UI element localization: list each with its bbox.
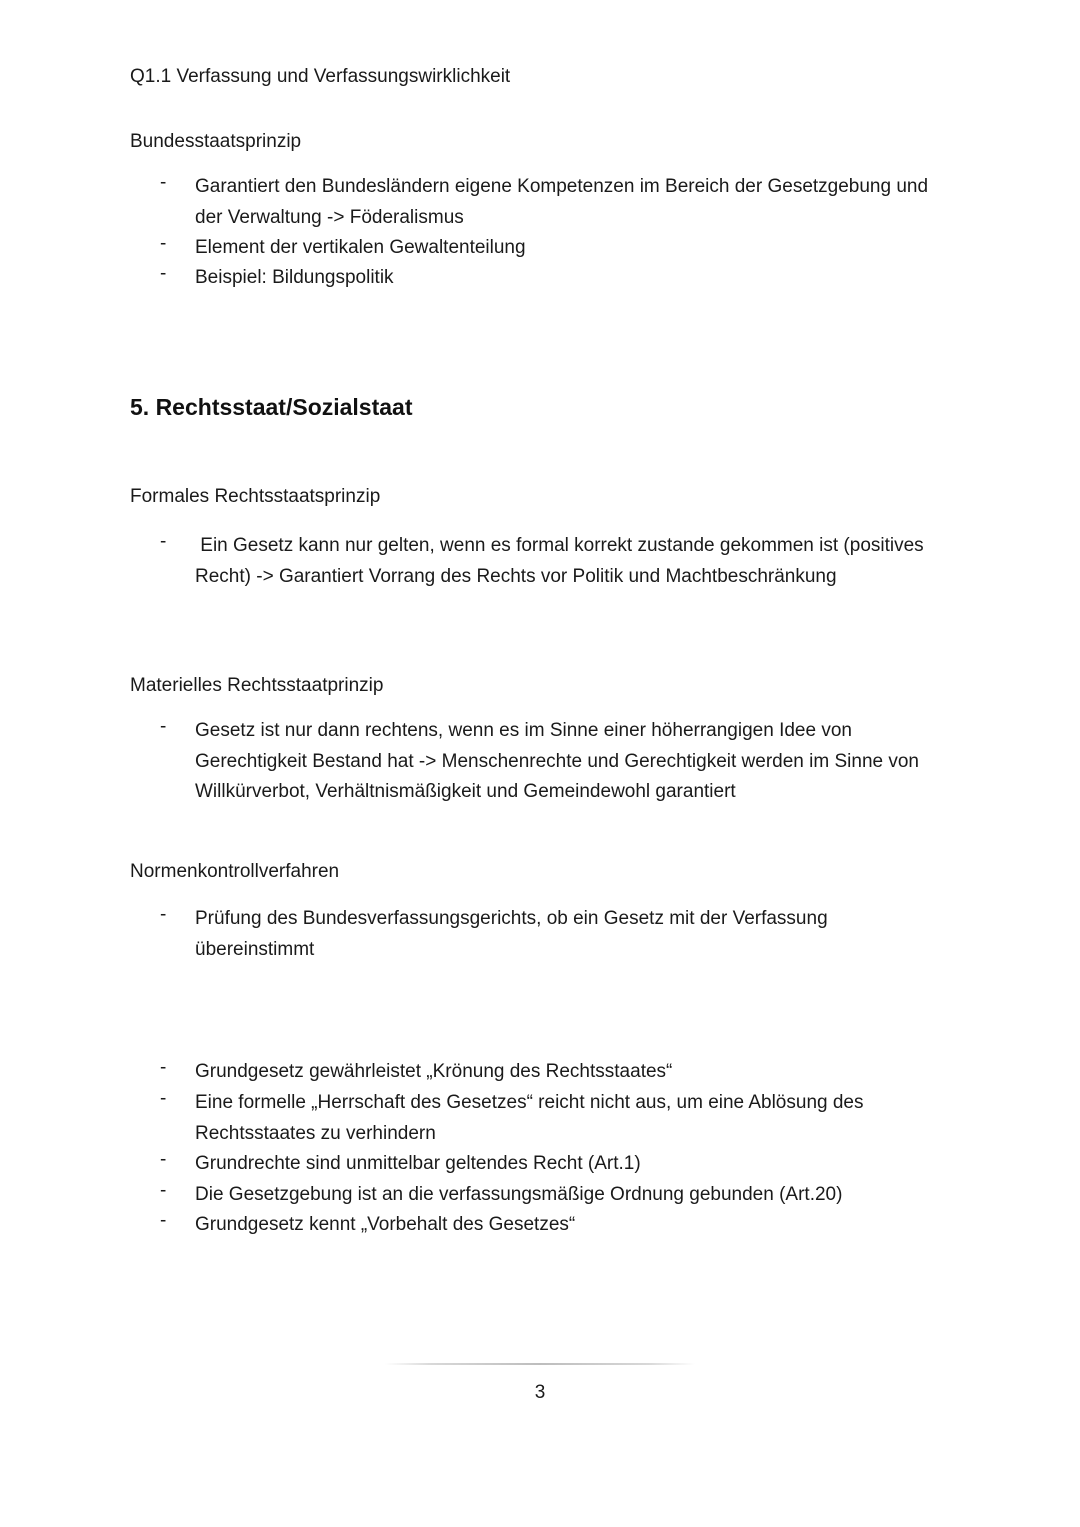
section-label-bundesstaatsprinzip: Bundesstaatsprinzip: [130, 131, 302, 152]
bullet-text: Beispiel: Bildungspolitik: [195, 267, 394, 288]
section-label-materielles-rechtsstaatprinzip: Materielles Rechtsstaatprinzip: [130, 675, 384, 696]
bullet-dash: -: [160, 904, 167, 925]
document-header-title: Q1.1 Verfassung und Verfassungswirklichkeit: [130, 66, 511, 87]
bullet-dash: -: [160, 531, 167, 552]
bullet-text: Element der vertikalen Gewaltenteilung: [195, 237, 526, 258]
footer-divider: [385, 1363, 695, 1365]
section-label-formales-rechtsstaatsprinzip: Formales Rechtsstaatsprinzip: [130, 486, 381, 507]
bullet-dash: -: [160, 716, 167, 737]
bullet-text: Grundgesetz kennt „Vorbehalt des Gesetzes“: [195, 1214, 576, 1235]
bullet-text: Eine formelle „Herrschaft des Gesetzes“ reicht nicht aus, um eine Ablösung des Rechtsstaates zu verhindern: [195, 1092, 864, 1144]
bullet-dash: -: [160, 1180, 167, 1201]
bullet-dash: -: [160, 263, 167, 284]
bullet-dash: -: [160, 1057, 167, 1078]
bullet-dash: -: [160, 1088, 167, 1109]
bullet-text: Prüfung des Bundesverfassungsgerichts, ob ein Gesetz mit der Verfassung übereinstimmt: [195, 908, 828, 960]
bullet-dash: -: [160, 1149, 167, 1170]
bullet-text: Gesetz ist nur dann rechtens, wenn es im Sinne einer höherrangigen Idee von Gerechtigkeit Bestand hat -> Menschenrechte und Gerechtigkeit werden im Sinne von Willkürverbot, Verhältnismäßigkeit und Gemeindewohl garantiert: [195, 720, 919, 802]
section-heading: 5. Rechtsstaat/Sozialstaat: [130, 394, 413, 420]
page-number: 3: [534, 1382, 546, 1403]
bullet-dash: -: [160, 233, 167, 254]
bullet-text: Grundgesetz gewährleistet „Krönung des Rechtsstaates“: [195, 1061, 673, 1082]
bullet-text: Grundrechte sind unmittelbar geltendes Recht (Art.1): [195, 1153, 641, 1174]
section-label-normenkontrollverfahren: Normenkontrollverfahren: [130, 861, 340, 882]
bullet-text: Die Gesetzgebung ist an die verfassungsmäßige Ordnung gebunden (Art.20): [195, 1184, 843, 1205]
bullet-text: Ein Gesetz kann nur gelten, wenn es formal korrekt zustande gekommen ist (positives Recht) -> Garantiert Vorrang des Rechts vor Politik und Machtbeschränkung: [195, 535, 929, 587]
bullet-text: Garantiert den Bundesländern eigene Kompetenzen im Bereich der Gesetzgebung und der Verwaltung -> Föderalismus: [195, 176, 929, 228]
bullet-dash: -: [160, 172, 167, 193]
bullet-dash: -: [160, 1210, 167, 1231]
